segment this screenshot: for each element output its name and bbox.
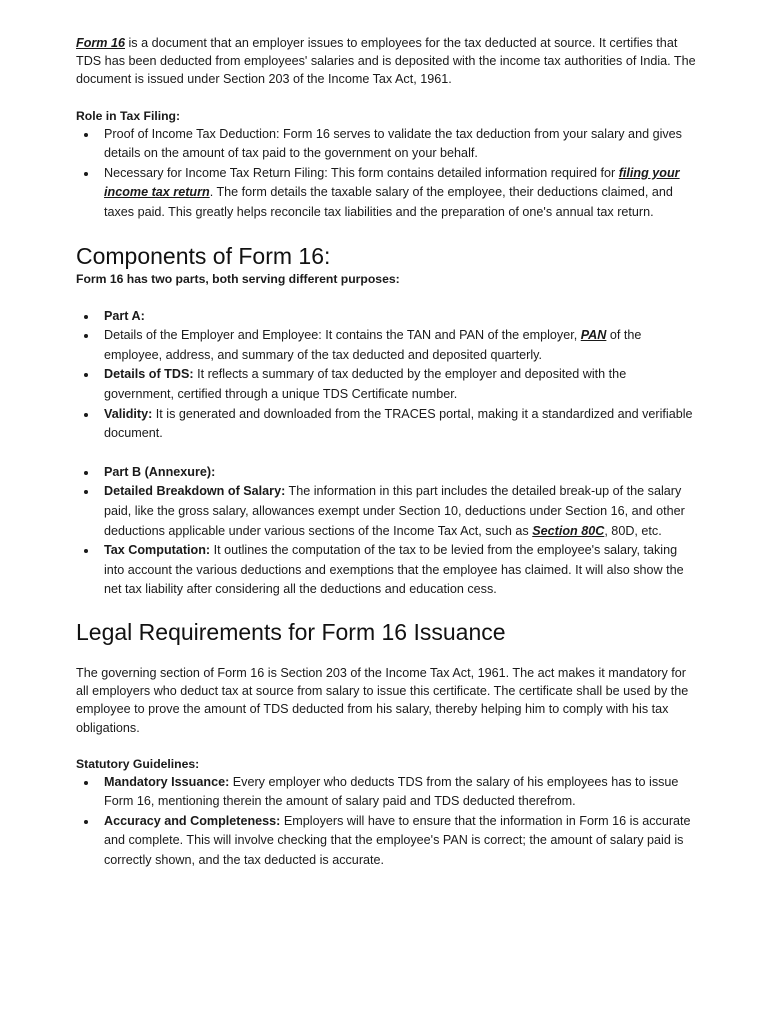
list-item bbox=[76, 463, 696, 483]
filing-return-link[interactable]: filing your income tax return bbox=[104, 165, 680, 200]
part-a-title: Part A: bbox=[104, 308, 145, 323]
breakdown-label: Detailed Breakdown of Salary: bbox=[104, 484, 286, 499]
mandatory-text: Every employer who deducts TDS from the salary of his employees has to issue Form 16, mentioning therein the amount of salary paid and TDS deducted therefrom. bbox=[104, 774, 679, 809]
intro-paragraph bbox=[76, 34, 696, 89]
tds-label: Details of TDS: bbox=[104, 367, 194, 382]
role-label: Role in Tax Filing: bbox=[76, 108, 181, 123]
components-heading: Components of Form 16: bbox=[76, 242, 331, 269]
part-b-title: Part B (Annexure): bbox=[104, 464, 216, 479]
computation-label: Tax Computation: bbox=[104, 543, 211, 558]
role-item-1-text: Proof of Income Tax Deduction: Form 16 serves to validate the tax deduction from your salary and gives details on the amount of tax paid to the government on your behalf. bbox=[104, 126, 682, 161]
role-list bbox=[76, 125, 696, 223]
part-b-list bbox=[76, 463, 696, 600]
list-item bbox=[76, 541, 696, 600]
guidelines-label: Statutory Guidelines: bbox=[76, 756, 200, 771]
computation-text: It outlines the computation of the tax to be levied from the employee's salary, taking into account the various deductions and exemptions that the employee has claimed. It will also show the net tax liability after considering all the deductions and education cess. bbox=[104, 543, 684, 597]
role-item-2-pre: Necessary for Income Tax Return Filing: This form contains detailed information required for bbox=[104, 165, 619, 180]
validity-text: It is generated and downloaded from the TRACES portal, making it a standardized and verifiable document. bbox=[104, 406, 693, 441]
list-item bbox=[76, 405, 696, 444]
validity-label: Validity: bbox=[104, 406, 153, 421]
list-item bbox=[76, 307, 696, 327]
list-item bbox=[76, 482, 696, 541]
list-item bbox=[76, 365, 696, 404]
list-item bbox=[76, 812, 696, 871]
list-item bbox=[76, 125, 696, 164]
guidelines-list bbox=[76, 773, 696, 871]
tds-text: It reflects a summary of tax deducted by the employer and deposited with the government, certified through a unique TDS Certificate number. bbox=[104, 367, 627, 401]
list-item bbox=[76, 164, 696, 223]
list-item bbox=[76, 773, 696, 812]
legal-paragraph: The governing section of Form 16 is Section 203 of the Income Tax Act, 1961. The act makes it mandatory for all employers who deduct tax at source from salary to issue this certificate. The certificate shall be used by the employee to prove the amount of TDS deducted from his salary, thereby helping him to comply with his tax obligations. bbox=[76, 665, 689, 735]
list-item bbox=[76, 326, 696, 365]
part-a-details-post: of the employee, address, and summary of the tax deducted and deposited quarterly. bbox=[104, 328, 642, 362]
mandatory-label: Mandatory Issuance: bbox=[104, 774, 230, 789]
form16-link[interactable]: Form 16 bbox=[76, 36, 125, 50]
document-page bbox=[76, 34, 696, 871]
accuracy-text: Employers will have to ensure that the information in Form 16 is accurate and complete. This will involve checking that the employee's PAN is correct; the amount of salary paid is correctly shown, and the tax deducted is accurate. bbox=[104, 813, 691, 868]
role-item-2-post: . The form details the taxable salary of the employee, their deductions claimed, and taxes paid. This greatly helps reconcile tax liabilities and the preparation of one's annual tax return. bbox=[104, 185, 673, 219]
part-a-details-pre: Details of the Employer and Employee: It contains the TAN and PAN of the employer, bbox=[104, 328, 581, 343]
breakdown-post: , 80D, etc. bbox=[604, 523, 662, 538]
breakdown-pre: The information in this part includes the detailed break-up of the salary paid, like the gross salary, allowances exempt under Section 10, deductions under Section 16, and other deductions applicable under various sections of the Income Tax Act, such as bbox=[104, 484, 685, 538]
pan-link[interactable]: PAN bbox=[580, 328, 607, 343]
part-a-list bbox=[76, 307, 696, 444]
intro-text: is a document that an employer issues to employees for the tax deducted at source. It certifies that TDS has been deducted from employees' salaries and is deposited with the income tax authorities of India. The document is issued under Section 203 of the Income Tax Act, 1961. bbox=[76, 36, 696, 87]
section-80c-link[interactable]: Section 80C bbox=[532, 523, 605, 538]
accuracy-label: Accuracy and Completeness: bbox=[104, 813, 281, 828]
legal-heading: Legal Requirements for Form 16 Issuance bbox=[76, 618, 506, 645]
components-subheading: Form 16 has two parts, both serving different purposes: bbox=[76, 271, 400, 286]
